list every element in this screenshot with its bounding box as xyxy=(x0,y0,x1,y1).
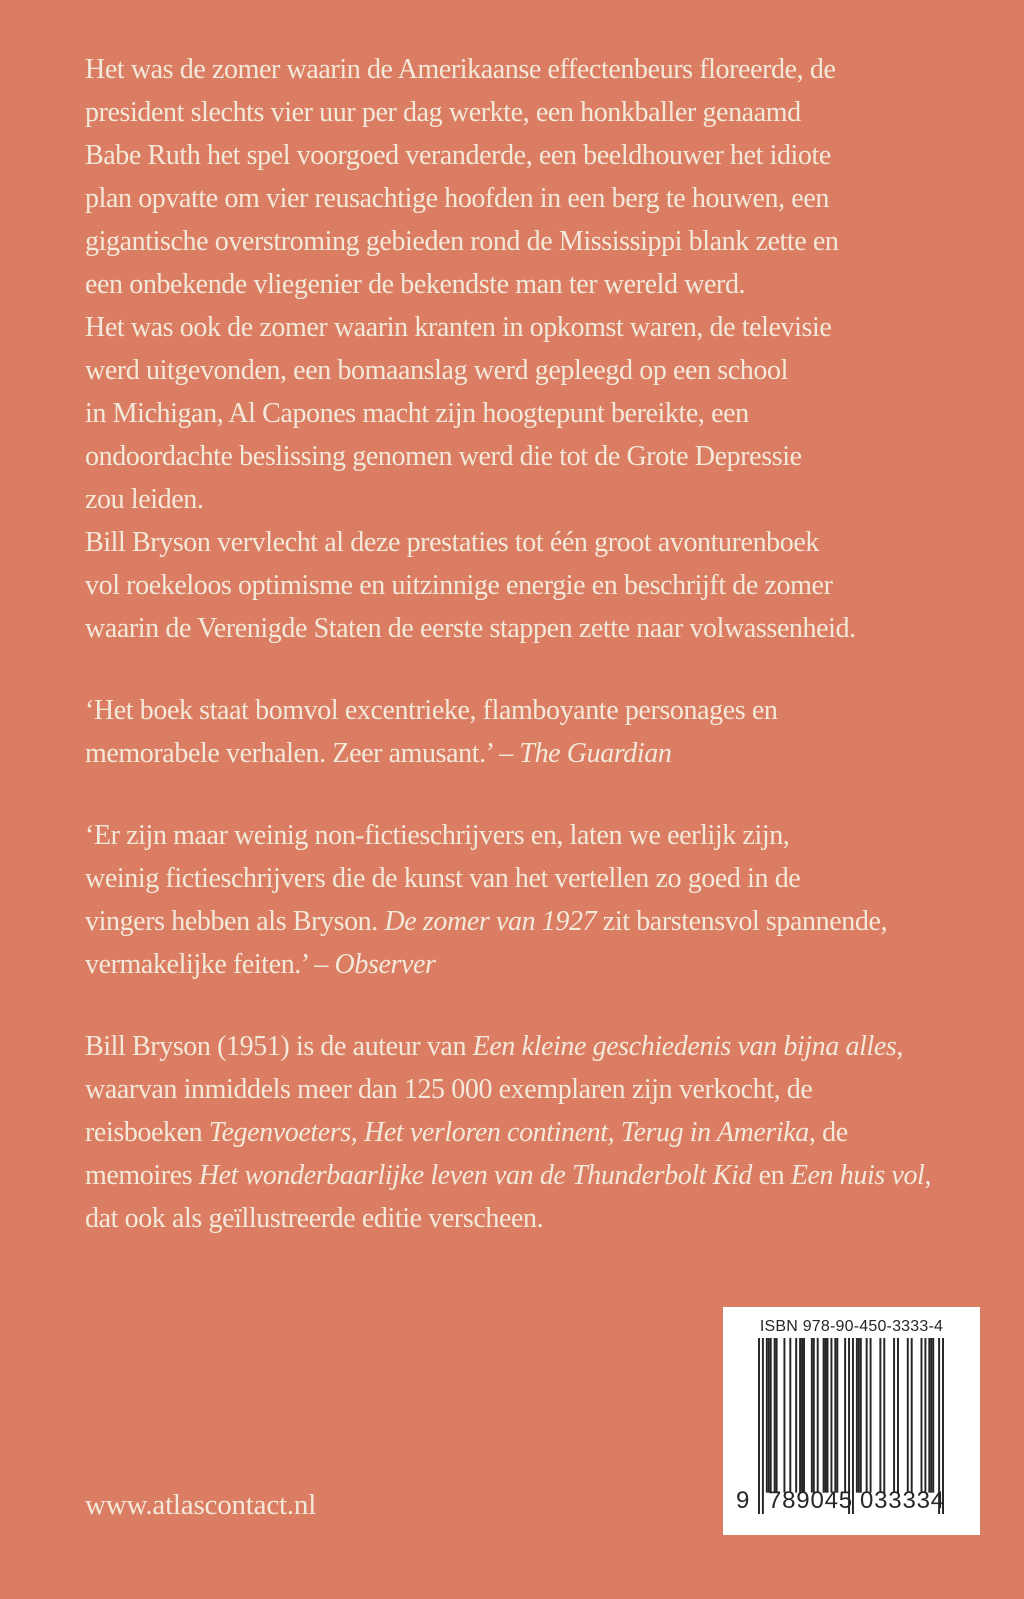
text-line: zou leiden. xyxy=(85,484,204,515)
text-line: Het was de zomer waarin de Amerikaanse effectenbeurs floreerde, de xyxy=(85,54,836,85)
text-line: vol roekeloos optimisme en uitzinnige energie en beschrijft de zomer xyxy=(85,570,833,601)
synopsis-paragraph-1 xyxy=(85,48,985,306)
text-line: waarin de Verenigde Staten de eerste stappen zette naar volwassenheid. xyxy=(85,613,856,644)
barcode-digit-lead: 9 xyxy=(736,1487,750,1514)
press-quote-observer xyxy=(85,814,985,986)
press-quote-guardian xyxy=(85,689,985,775)
text-line: weinig fictieschrijvers die de kunst van het vertellen zo goed in de xyxy=(85,863,801,894)
text-line: waarvan inmiddels meer dan 125 000 exemplaren zijn verkocht, de xyxy=(85,1074,813,1105)
text-line: plan opvatte om vier reusachtige hoofden in een berg te houwen, een xyxy=(85,183,829,214)
text-line: memorabele verhalen. Zeer amusant.’ – The Guardian xyxy=(85,738,672,769)
text-line: ‘Er zijn maar weinig non-fictieschrijvers en, laten we eerlijk zijn, xyxy=(85,820,790,851)
synopsis-paragraph-2 xyxy=(85,306,985,521)
text-line: ‘Het boek staat bomvol excentrieke, flamboyante personages en xyxy=(85,695,778,726)
isbn-barcode-box xyxy=(723,1307,980,1535)
barcode-digit-right-group: 033334 xyxy=(860,1487,945,1514)
text-line: memoires Het wonderbaarlijke leven van de Thunderbolt Kid en Een huis vol, xyxy=(85,1160,932,1191)
text-line: vingers hebben als Bryson. De zomer van 1927 zit barstensvol spannende, xyxy=(85,906,888,937)
text-line: een onbekende vliegenier de bekendste man ter wereld werd. xyxy=(85,269,746,300)
text-line: Het was ook de zomer waarin kranten in opkomst waren, de televisie xyxy=(85,312,832,343)
synopsis-paragraph-3 xyxy=(85,521,985,650)
text-line: ondoordachte beslissing genomen werd die tot de Grote Depressie xyxy=(85,441,802,472)
barcode-digit-left-group: 789045 xyxy=(768,1487,853,1514)
isbn-number: ISBN 978-90-450-3333-4 xyxy=(759,1318,944,1335)
back-cover-text xyxy=(85,48,985,1240)
text-line: vermakelijke feiten.’ – Observer xyxy=(85,949,436,980)
text-line: Babe Ruth het spel voorgoed veranderde, een beeldhouwer het idiote xyxy=(85,140,831,171)
text-line: president slechts vier uur per dag werkte, een honkballer genaamd xyxy=(85,97,801,128)
text-line: dat ook als geïllustreerde editie verscheen. xyxy=(85,1203,544,1234)
text-line: gigantische overstroming gebieden rond de Mississippi blank zette en xyxy=(85,226,839,257)
text-line: in Michigan, Al Capones macht zijn hoogtepunt bereikte, een xyxy=(85,398,749,429)
publisher-website: www.atlascontact.nl xyxy=(85,1489,317,1521)
text-line: reisboeken Tegenvoeters, Het verloren continent, Terug in Amerika, de xyxy=(85,1117,848,1148)
text-line: Bill Bryson vervlecht al deze prestaties tot één groot avonturenboek xyxy=(85,527,820,558)
text-line: Bill Bryson (1951) is de auteur van Een kleine geschiedenis van bijna alles, xyxy=(85,1031,903,1062)
text-line: werd uitgevonden, een bomaanslag werd gepleegd op een school xyxy=(85,355,788,386)
author-bio xyxy=(85,1025,985,1240)
